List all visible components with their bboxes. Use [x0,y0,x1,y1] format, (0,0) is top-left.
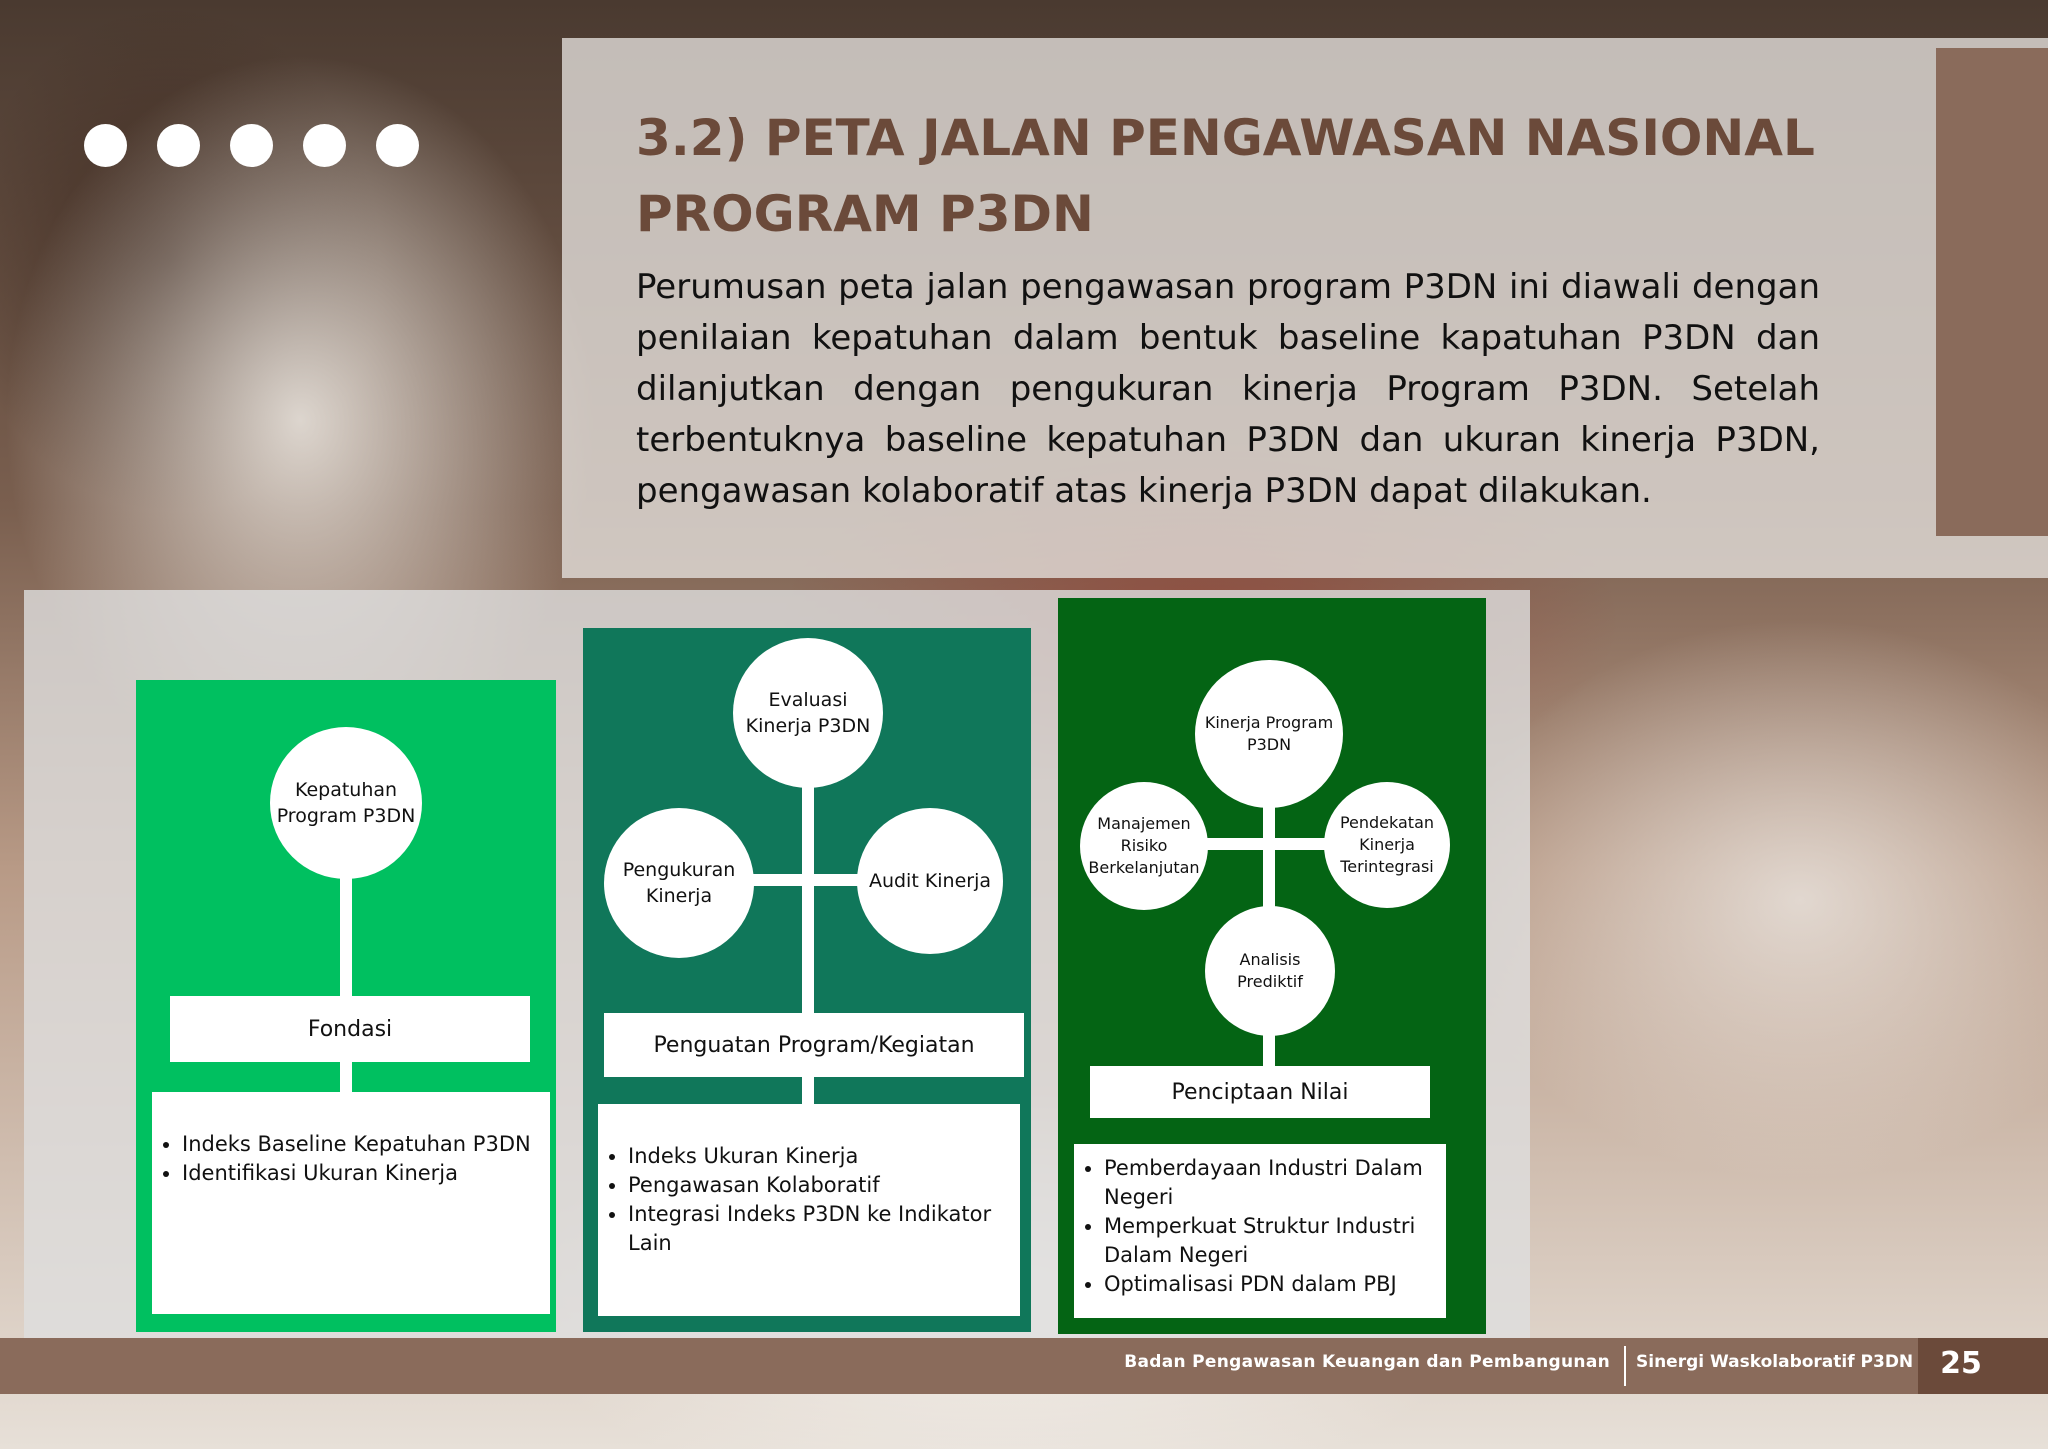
footer-document-title: Sinergi Waskolaboratif P3DN [1636,1352,1914,1372]
circle-audit-kinerja: Audit Kinerja [857,808,1003,954]
title-line-2: PROGRAM P3DN [636,185,1094,243]
list-item: • Integrasi Indeks P3DN ke Indikator Lain [628,1200,1020,1258]
title-line-1: 3.2) PETA JALAN PENGAWASAN NASIONAL [636,109,1815,167]
stage-label-fondasi: Fondasi [170,996,530,1062]
list-item: • Pengawasan Kolaboratif [628,1171,1020,1200]
stage-label-penciptaan: Penciptaan Nilai [1090,1066,1430,1118]
stage-list-penguatan [598,1104,1020,1316]
circle-pendekatan-kinerja: Pendekatan Kinerja Terintegrasi [1324,782,1450,908]
page-title [636,100,1836,252]
dot [157,124,200,167]
circle-evaluasi-kinerja: Evaluasi Kinerja P3DN [733,638,883,788]
list-item: • Memperkuat Struktur Industri Dalam Negeri [1104,1212,1446,1270]
list-item: • Pemberdayaan Industri Dalam Negeri [1104,1154,1446,1212]
circle-analisis-prediktif: Analisis Prediktif [1205,906,1335,1036]
list-item: • Identifikasi Ukuran Kinerja [182,1159,550,1188]
list-item: • Indeks Ukuran Kinerja [628,1142,1020,1171]
dot [84,124,127,167]
list-item: • Indeks Baseline Kepatuhan P3DN [182,1130,550,1159]
circle-manajemen-risiko: Manajemen Risiko Berkelanjutan [1080,782,1208,910]
stage-list-penciptaan [1074,1144,1446,1318]
circle-kepatuhan-program: Kepatuhan Program P3DN [270,727,422,879]
circle-pengukuran-kinerja: Pengukuran Kinerja [604,808,754,958]
footer-organization: Badan Pengawasan Keuangan dan Pembangunan [1124,1352,1610,1372]
page-number: 25 [1940,1346,1982,1381]
decorative-dots [84,124,419,167]
circle-kinerja-program: Kinerja Program P3DN [1195,660,1343,808]
list-item: • Optimalisasi PDN dalam PBJ [1104,1270,1446,1299]
stage-list-fondasi [152,1092,550,1314]
dot [230,124,273,167]
footer-divider [1624,1346,1626,1386]
dot [376,124,419,167]
stage-label-penguatan: Penguatan Program/Kegiatan [604,1013,1024,1077]
dot [303,124,346,167]
intro-paragraph: Perumusan peta jalan pengawasan program P3DN ini diawali dengan penilaian kepatuhan dalam bentuk baseline kapatuhan P3DN dan dilanjutkan dengan pengukuran kinerja Program P3DN. Setelah terbentuknya baseline kepatuhan P3DN dan ukuran kinerja P3DN, pengawasan kolaboratif atas kinerja P3DN dapat dilakukan. [636,267,1820,511]
accent-tab [1936,48,2048,536]
